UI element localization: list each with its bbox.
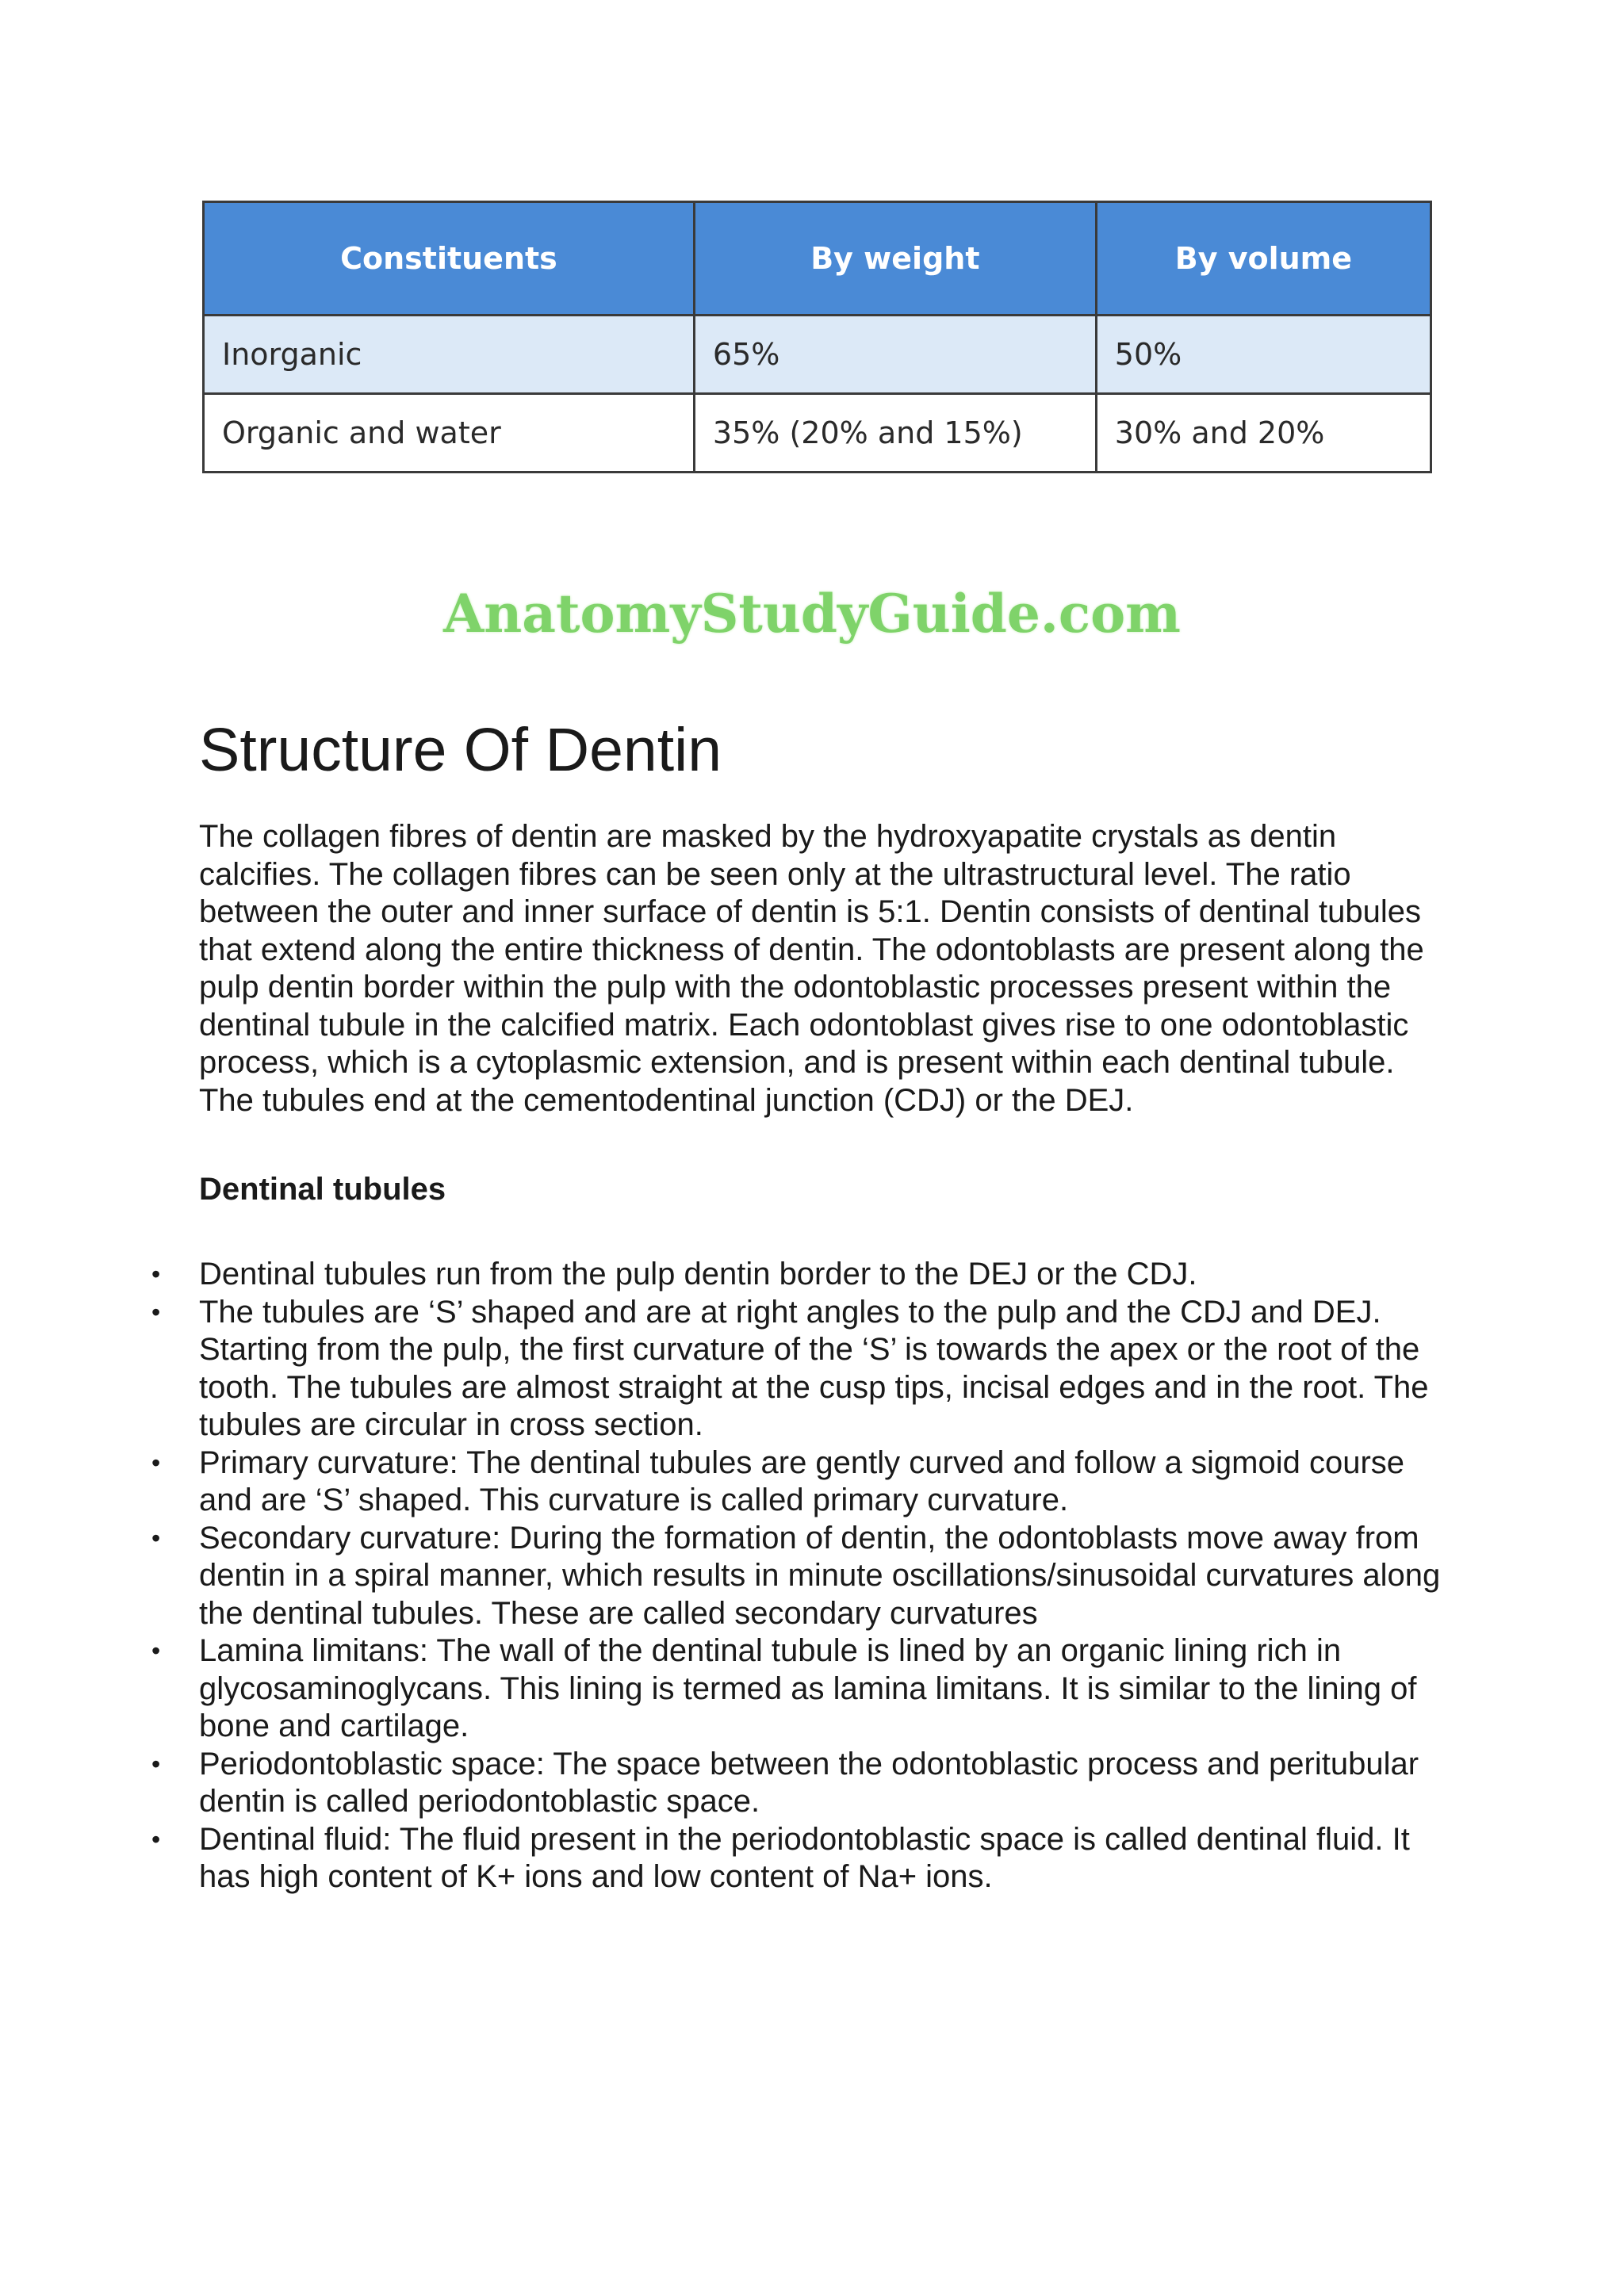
table-header-row [204, 202, 1431, 316]
list-item-text: Dentinal tubules run from the pulp dentin border to the DEJ or the CDJ. [199, 1257, 1197, 1292]
bullet-icon: • [151, 1260, 161, 1289]
list-item [151, 1632, 1452, 1746]
table-row [204, 316, 1431, 394]
table-row [204, 394, 1431, 473]
list-item-text: Secondary curvature: During the formation of dentin, the odontoblasts move away from dentin in a spiral manner, which results in minute oscillations/sinusoidal curvatures along the dentinal tubules. These are called secondary curvatures [199, 1520, 1441, 1631]
constituents-table [202, 201, 1432, 473]
bullet-icon: • [151, 1297, 161, 1326]
list-item-text: The tubules are ‘S’ shaped and are at right angles to the pulp and the CDJ and DEJ. Starting from the pulp, the first curvature of the ‘S’ is towards the apex or the root of the tooth. The tubules are almost straight at the cusp tips, incisal edges and in the root. The tubules are circular in cross section. [199, 1294, 1429, 1443]
bullet-icon: • [151, 1824, 161, 1854]
site-watermark: AnatomyStudyGuide.com [443, 583, 1181, 645]
cell-by-weight: 35% (20% and 15%) [694, 394, 1096, 473]
list-item-text: Lamina limitans: The wall of the dentinal tubule is lined by an organic lining rich in glycosaminoglycans. This lining is termed as lamina limitans. It is similar to the lining of bone and cartilage. [199, 1633, 1417, 1744]
bullet-icon: • [151, 1523, 161, 1552]
cell-constituent: Organic and water [204, 394, 695, 473]
page-title: Structure Of Dentin [199, 716, 722, 784]
cell-by-volume: 30% and 20% [1096, 394, 1431, 473]
article-body [151, 714, 1452, 1896]
header-constituents: Constituents [204, 202, 695, 316]
list-item [151, 1294, 1452, 1445]
constituents-table-container [202, 201, 1432, 473]
section-subheading: Dentinal tubules [199, 1172, 446, 1207]
list-item [151, 1445, 1452, 1520]
dentinal-tubules-list [151, 1256, 1452, 1896]
list-item [151, 1746, 1452, 1821]
list-item [151, 1256, 1452, 1294]
bullet-icon: • [151, 1636, 161, 1666]
list-item [151, 1520, 1452, 1633]
cell-constituent: Inorganic [204, 316, 695, 394]
list-item-text: Dentinal fluid: The fluid present in the periodontoblastic space is called dentinal fluid. It has high content of K+ ions and low content of Na+ ions. [199, 1821, 1410, 1895]
list-item-text: Periodontoblastic space: The space between the odontoblastic process and peritubular dentin is called periodontoblastic space. [199, 1746, 1419, 1820]
list-item-text: Primary curvature: The dentinal tubules are gently curved and follow a sigmoid course and are ‘S’ shaped. This curvature is called primary curvature. [199, 1445, 1405, 1518]
header-by-volume: By volume [1096, 202, 1431, 316]
cell-by-volume: 50% [1096, 316, 1431, 394]
bullet-icon: • [151, 1749, 161, 1778]
list-item [151, 1821, 1452, 1896]
cell-by-weight: 65% [694, 316, 1096, 394]
header-by-weight: By weight [694, 202, 1096, 316]
intro-paragraph: The collagen fibres of dentin are masked by the hydroxyapatite crystals as dentin calcifies. The collagen fibres can be seen only at the ultrastructural level. The ratio between the outer and inner surface of dentin is 5:1. Dentin consists of dentinal tubules that extend along the entire thickness of dentin. The odontoblasts are present along the pulp dentin border within the pulp with the odontoblastic processes present within the dentinal tubule in the calcified matrix. Each odontoblast gives rise to one odontoblastic process, which is a cytoplasmic extension, and is present within each dentinal tubule. The tubules end at the cementodentinal junction (CDJ) or the DEJ. [199, 819, 1424, 1118]
bullet-icon: • [151, 1448, 161, 1477]
